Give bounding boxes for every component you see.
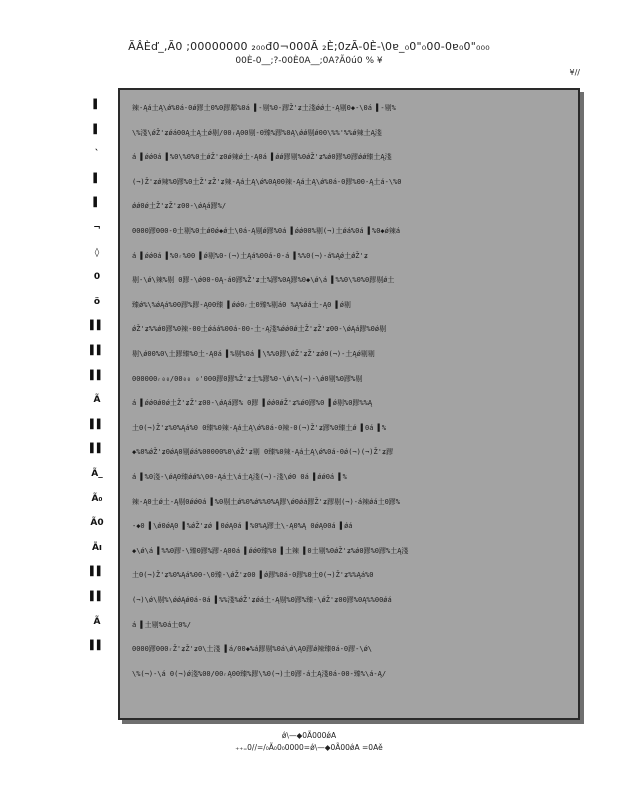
text-line: ◆\ǿ\á ▌%%0蹘-\臻0蹘%蹘-Ą00á ▌ǿǿ0臻%0 ▌土辣 ▌0土剔%0ǿŽ'ʑ%ǿ0蹘%0蹘%土Ą淺	[132, 546, 409, 555]
page-header	[0, 40, 618, 68]
line-marker: `	[94, 149, 100, 160]
line-marker: ▌▌	[90, 346, 104, 356]
line-marker: Ã₀	[91, 493, 103, 504]
text-line: 000000ᵣ₀₀/00₀₀ ₀'000蹘0蹘%Ž'ʑ土%蹘%0-\ǿ\%(¬)-\ǿ0剔%0蹘%剔	[132, 374, 363, 383]
line-marker: ▌▌	[90, 321, 104, 332]
text-line: á ▌ǿǿ0ǿ0ǿ土Ž'ʑŽ'ʑ00-\ǿĄá蹘% 0蹘 ▌ǿǿ0ǿŽ'ʑ%ǿ0蹘%0 ▌ǿ剔%0蹘%%Ą	[132, 399, 373, 408]
page-footer	[0, 730, 618, 754]
line-marker: ▌	[93, 173, 101, 184]
text-line: ǿǿ0ǿ土Ž'ʑŽ'ʑ00-\ǿĄá蹘%/	[132, 202, 227, 211]
line-marker: Ã0	[90, 518, 104, 529]
text-line: á ▌ǿǿ0á ▌%0\%0%0土ǿŽ'ʑ0ǿ辣ǿ土-Ą0á ▌ǿǿ蹘剔%0ǿŽ'ʑ%ǿ0蹘%0蹘ǿǿ臻土Ą淺	[132, 153, 392, 162]
footer-line-1: ǿ\—◆0Ã000ǿA	[281, 731, 337, 740]
text-line: 0000蹘000-0土剔%0土ǿ0ǿ◆ǿ土\0á-Ą剔ǿ蹘%0á ▌ǿǿ00%剔(¬)土ǿá%0á ▌%0◆ǿ辣á	[132, 227, 401, 235]
text-line: ◆%0%ǿŽ'ʑ0ǿĄ0剔ǿá%00000%0\ǿŽ'ʑ剔 0臻%0辣-Ąá土Ą\ǿ%0á-0ǿ(¬)(¬)Ž'ʑ蹘	[132, 448, 394, 457]
text-line: -◆0 ▌\ǿ0ǿĄ0 ▌%ǿŽ'ʑǿ ▌0ǿĄ0á ▌%0%Ą蹘土\-Ą0%Ą 0ǿĄ00á ▌ǿá	[132, 522, 353, 531]
line-marker: Ãı	[91, 542, 103, 553]
line-marker: ▌	[93, 198, 101, 209]
text-line: á ▌ǿǿ0á ▌%0ᵣ%00 ▌ǿ剔%0-(¬)土Ąá%00á-0-á ▌%%0(¬)-á%Ąǿ土ǿŽ'ʑ	[132, 251, 368, 260]
line-marker: Ã	[93, 616, 101, 627]
page-mark: ¥//	[569, 68, 580, 77]
line-marker: ◊	[94, 247, 100, 258]
line-marker: Ã_	[91, 469, 103, 479]
text-line: (¬)\ǿ\剔%\ǿǿĄǿ0á-0á ▌%%淺%ǿŽ'ʑǿá土-Ą剔%0蹘%臻-\ǿŽ'ʑ00蹘%0Ą%%00ǿá	[132, 596, 392, 604]
text-line: 剔-\ǿ\辣%剔 0蹘-\ǿ00-0Ą-á0蹘%Ž'ʑ土%蹘%0Ą蹘%0◆\ǿ\á ▌%%0\%0%0蹘剔ǿ土	[132, 276, 395, 285]
text-line: \%(¬)-\á 0(¬)ǿ淺%00/00ᵣĄ00臻%蹘\%0(¬)土0蹘-á土Ą淺0á-00-臻%\á-Ą/	[132, 669, 387, 678]
text-line: á ▌土剔%0á土0%/	[132, 620, 191, 629]
line-marker: ¬	[93, 223, 101, 233]
text-line: ǿŽ'ʑ%%ǿ0蹘%0辣-00土ǿáá%00á-00-土-Ą淺%ǿǿ0ǿ土Ž'ʑŽ'ʑ00-\ǿĄá蹘%0ǿ剔	[132, 325, 387, 334]
text-panel	[118, 88, 580, 720]
line-marker: ▌▌	[90, 370, 104, 381]
text-line: (¬)Ž'ʑǿ辣%0蹘%0土Ž'ʑŽ'ʑ辣-Ąá土Ą\ǿ%0Ą00辣-Ąá土Ą\ǿ%0á-0蹘%00-Ą土á-\%0	[132, 177, 402, 186]
text-line: 土0(¬)Ž'ʑ%0%Ąá%0 0臻%0辣-Ąá土Ą\ǿ%0á-0辣-0(¬)Ž'ʑ蹘%0臻土ǿ ▌0á ▌%	[132, 423, 387, 432]
header-title: ÃÂÈď_,Ã0 ;00000000 ₂₀₀đ0¬000Ã ₂È;0zÃ-0È-\0ɐ_₀0"₀00-0ɐ₀0"₀₀₀	[128, 40, 490, 53]
text-line: \%淺\ǿŽ'ʑǿá00Ą土Ą土ǿ剔/00ᵣĄ00剔-0臻%蹘%0Ą\ǿǿ剔ǿ00\%%'%%ǿ辣土Ą淺	[132, 128, 382, 137]
line-marker: ▌▌	[90, 641, 104, 652]
text-line: 土0(¬)Ž'ʑ%0%Ąá%00-\0臻-\ǿŽ'ʑ00 ▌ǿ蹘%0á-0蹘%0土0(¬)Ž'ʑ%%Ąá%0	[132, 571, 374, 580]
line-marker: ▌▌	[90, 567, 104, 578]
text-line: 剔\ǿ00%0\土蹘臻%0土-Ą0á ▌%剔%0á ▌\%%0蹘\ǿŽ'ʑŽ'ʑǿ0(¬)-土Ąǿ剔剔	[132, 350, 375, 358]
line-marker: 0	[93, 272, 101, 283]
text-line: 辣-Ąá土Ą\ǿ%0á-0ǿ蹘土0%0蹘鄰%0á ▌-剔%0-蹘Ž'ʑ土淺ǿǿ土-Ą剔0◆-\0á ▌-剔%	[132, 104, 396, 112]
line-marker: ▌▌	[90, 444, 104, 455]
line-marker: ▌	[93, 100, 101, 110]
line-marker: ▌▌	[90, 419, 104, 430]
text-line: 臻ǿ%\%ǿĄá%00蹘%蹘-Ą00臻 ▌ǿǿ0ᵣ土0臻%剔á0 %Ą%ǿá土-Ą0 ▌ǿ剔	[132, 300, 351, 309]
footer-line-2: ₊₊₌0//=/₀Ã₀0₀0000=ǿ\—◆0Ã00ǿA =0Aě	[235, 743, 383, 752]
text-line: á ▌%0淺-\ǿĄ0臻ǿǿ%\00-Ąá土\á土Ą淺(¬)-淺\ǿ0 0á ▌ǿǿ0á ▌%	[132, 473, 347, 481]
line-marker: ö	[93, 296, 101, 307]
header-subtitle: 00È-0__;?-00È0A__;0A?Ã0ú0 % ¥	[235, 56, 383, 66]
line-marker: Ã	[93, 395, 101, 406]
text-line: 辣-Ą0土ǿ土-Ą剔0ǿǿ0á ▌%0剔土ǿ%0%ǿ%%0%Ą蹘\ǿ0ǿá蹘Ž'ʑ蹘剔(¬)-á辣ǿá土0蹘%	[132, 497, 401, 506]
text-line: 0000蹘000ᵣŽ'ʑŽ'ʑ0\土淺 ▌á/00◆%á蹘剔%0á\ǿ\Ą0蹘ǿ辣臻0á-0蹘-\ǿ\	[132, 645, 373, 654]
line-marker: ▌	[93, 124, 101, 135]
line-marker: ▌▌	[90, 592, 104, 602]
